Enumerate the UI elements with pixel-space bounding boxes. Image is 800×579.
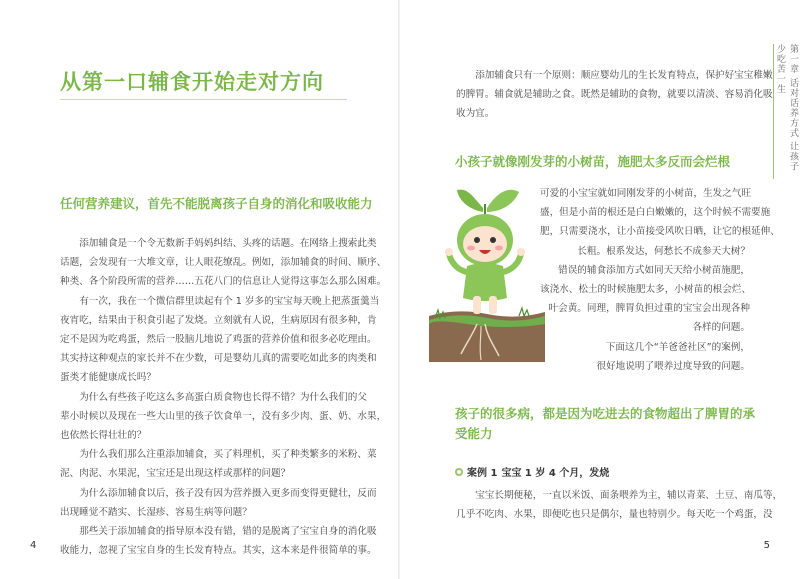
sprout-child-illustration [427,184,545,362]
paragraph-line: 添加辅食是一个令无数新手妈妈纠结、头疼的话题。在网络上搜索此类 [79,238,377,249]
paragraph-line: 为什么我们那么注重添加辅食，买了料理机，买了种类繁多的米粉、菜 [79,449,377,461]
case-heading [455,464,609,479]
paragraph-line: 盛，但是小苗的根还是白白嫩嫩的，这个时候不需要施 [540,207,771,219]
paragraph-line: 叶会黄。同理，脾胃负担过重的宝宝会出现各种 [548,303,750,315]
page-number-left: 4 [30,540,37,551]
case-title: 宝宝 1 岁 4 个月，发烧 [501,468,610,479]
paragraph-line: 话题，会发现有一大堆文章，让人眼花缭乱。例如，添加辅食的时间、顺序、 [60,257,387,269]
paragraph-line: 种类、各个阶段所需的营养……五花八门的信息让人觉得这事怎么那么困难。 [60,276,387,288]
section-heading-sapling: 小孩子就像刚发芽的小树苗，施肥太多反而会烂根 [455,154,731,169]
paragraph-line: 肥，只需要浇水，让小苗接受风吹日晒，让它的根延伸、 [540,226,780,238]
paragraph-line: 错误的辅食添加方式如同天天给小树苗施肥， [558,264,750,276]
section-heading-overfeeding-cont: 受能力 [455,426,493,441]
chapter-side-tab: 第一章 话对话养方式 让孩子少吃苦一生 [773,44,800,179]
paragraph-line: 下面这几个“羊爸爸社区”的案例， [605,341,750,353]
sapling-text-block [540,184,780,376]
paragraph-line: 那些关于添加辅食的指导原本没有错，错的是脱离了宝宝自身的消化吸 [79,526,377,538]
title-divider [60,99,347,100]
paragraph-line: 各样的问题。 [692,322,750,334]
paragraph-line: 可爱的小宝宝就如同刚发芽的小树苗，生发之气旺 [540,188,752,199]
section-heading-nutrition: 任何营养建议，首先不能脱离孩子自身的消化和吸收能力 [60,196,373,211]
paragraph-line: 蛋类才能健康成长吗？ [60,372,156,384]
paragraph-line: 收能力，忽视了宝宝自身的生长发育特点。其实，这本来是件很简单的事。 [60,545,377,557]
case-bullet-icon [455,468,463,476]
paragraph-line: 有一次，我在一个微信群里读起有个 1 岁多的宝宝每天晚上把蒸蛋羹当 [79,295,380,307]
paragraph-line: 收为宜。 [456,108,495,120]
paragraph-line: 的脾胃。辅食就是辅助之食。既然是辅助的食物，就要以清淡、容易消化吸 [456,89,773,101]
paragraph-line: 定不是因为吃鸡蛋，然后一股脑儿地说了鸡蛋的营养价值和很多必吃理由。 [60,334,377,346]
paragraph-line: 泥、肉泥、水果泥，宝宝还是出现这样或那样的问题？ [60,468,291,480]
paragraph-line: 辈小时候以及现在一些大山里的孩子饮食单一，没有多少肉、蛋、奶、水果， [60,410,387,422]
paragraph-line: 添加辅食只有一个原则：顺应婴幼儿的生长发育特点，保护好宝宝稚嫩 [475,70,773,81]
paragraph-line: 出现睡觉不踏实、长湿疹、容易生病等问题？ [60,506,252,518]
paragraph-line: 为什么添加辅食以后，孩子没有因为营养摄入更多而变得更健壮，反而 [79,487,377,499]
right-intro-text [456,66,773,124]
paragraph-line: 宝宝长期便秘，一直以米饭、面条喂养为主，辅以青菜、土豆、南瓜等， [475,490,783,501]
case-body-text [456,486,783,524]
paragraph-line: 也依然长得壮壮的？ [60,430,147,442]
paragraph-line: 其实持这种观点的家长并不在少数，可是婴幼儿真的需要吃如此多的肉类和 [60,353,377,365]
chapter-title: 从第一口辅食开始走对方向 [60,70,324,94]
paragraph-line: 几乎不吃肉、水果，即便吃也只是偶尔，量也特别少。每天吃一个鸡蛋，没 [456,509,773,521]
paragraph-line: 为什么有些孩子吃这么多高蛋白质食物也长得不错？为什么我们的父 [79,391,367,403]
paragraph-line: 长粗。根系发达，何愁长不成参天大树？ [577,245,750,257]
paragraph-line: 该浇水、松土的时候施肥太多，小树苗的根会烂、 [540,284,752,296]
left-body-text [60,234,387,560]
paragraph-line: 很好地说明了喂养过度导致的问题。 [596,360,750,372]
section-heading-overfeeding: 孩子的很多病，都是因为吃进去的食物超出了脾胃的承 [455,406,756,421]
page-number-right: 5 [763,540,770,551]
paragraph-line: 夜宵吃，结果由于积食引起了发烧。立刻就有人说，生病原因有很多种，肯 [60,314,377,326]
case-label: 案例 1 [467,468,498,479]
